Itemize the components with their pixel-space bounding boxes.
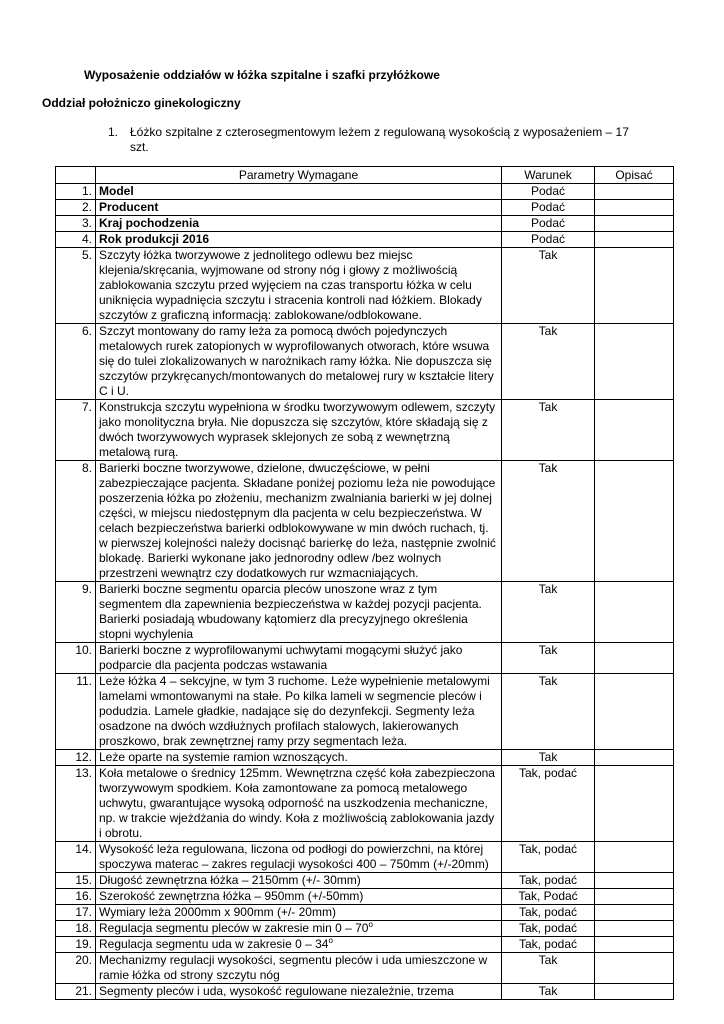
row-parameter-text: Segmenty pleców i uda, wysokość regulowane niezależnie, trzema	[99, 984, 454, 998]
row-parameter	[96, 200, 502, 216]
row-parameter	[96, 873, 502, 889]
row-describe[interactable]	[595, 324, 674, 400]
header-parameters: Parametry Wymagane	[96, 167, 502, 184]
table-row	[56, 400, 674, 461]
row-parameter-text: Regulacja segmentu uda w zakresie 0 – 34	[99, 937, 329, 951]
table-row	[56, 766, 674, 842]
row-describe[interactable]	[595, 643, 674, 674]
row-condition: Tak, podać	[502, 766, 595, 842]
row-parameter	[96, 461, 502, 582]
row-describe[interactable]	[595, 400, 674, 461]
row-describe[interactable]	[595, 984, 674, 1000]
row-describe[interactable]	[595, 842, 674, 873]
row-condition: Tak, podać	[502, 921, 595, 937]
row-number: 21.	[56, 984, 96, 1000]
row-condition: Tak	[502, 461, 595, 582]
row-parameter-text: Model	[99, 184, 134, 198]
row-parameter-text: Rok produkcji 2016	[99, 232, 210, 246]
row-number: 8.	[56, 461, 96, 582]
row-number: 17.	[56, 905, 96, 921]
row-describe[interactable]	[595, 674, 674, 750]
row-condition: Tak, podać	[502, 937, 595, 953]
table-row	[56, 324, 674, 400]
table-row	[56, 842, 674, 873]
row-parameter	[96, 674, 502, 750]
row-parameter	[96, 842, 502, 873]
row-number: 18.	[56, 921, 96, 937]
row-parameter-text: Kraj pochodzenia	[99, 216, 200, 230]
row-number: 20.	[56, 953, 96, 984]
row-parameter	[96, 248, 502, 324]
row-describe[interactable]	[595, 582, 674, 643]
row-number: 16.	[56, 889, 96, 905]
row-parameter-text: Długość zewnętrzna łóżka – 2150mm (+/- 30mm)	[99, 873, 361, 887]
row-parameter-text: Barierki boczne z wyprofilowanymi uchwytami mogącymi służyć jako podparcie dla pacjenta podczas wstawania	[99, 643, 463, 672]
row-parameter	[96, 184, 502, 200]
row-parameter-text: Szczyt montowany do ramy leża za pomocą dwóch pojedynczych metalowych rurek zatopionych w wyprofilowanych otworach, które wsuwa się do tulei zlokalizowanych w narożnikach ramy łóżka. Nie dopuszcza się szczytów przykręcanych/montowanych do metalowej rury w kształcie litery C i U.	[99, 324, 494, 398]
row-parameter	[96, 643, 502, 674]
row-parameter	[96, 750, 502, 766]
row-condition: Tak, podać	[502, 873, 595, 889]
item-text: Łóżko szpitalne z czterosegmentowym leżem z regulowaną wysokością z wyposażeniem – 17 szt.	[130, 125, 629, 154]
row-describe[interactable]	[595, 766, 674, 842]
row-parameter	[96, 905, 502, 921]
row-condition: Podać	[502, 200, 595, 216]
row-number: 13.	[56, 766, 96, 842]
row-condition: Podać	[502, 232, 595, 248]
row-parameter-text: Leże łóżka 4 – sekcyjne, w tym 3 ruchome. Leże wypełnienie metalowymi lamelami wmontowanymi na stałe. Po kilka lameli w segmencie pleców i podudzia. Lamele gładkie, nadające się do dezynfekcji. Segmenty leża osadzone na dwóch wzdłużnych profilach stalowych, lakierowanych proszkowo, brak zewnętrznej ramy przy segmentach leża.	[99, 674, 490, 748]
row-condition: Tak	[502, 582, 595, 643]
row-describe[interactable]	[595, 461, 674, 582]
table-row	[56, 461, 674, 582]
row-describe[interactable]	[595, 905, 674, 921]
row-condition: Podać	[502, 184, 595, 200]
degree-sup: o	[368, 920, 373, 929]
row-parameter	[96, 582, 502, 643]
row-parameter	[96, 216, 502, 232]
row-number: 1.	[56, 184, 96, 200]
table-row	[56, 643, 674, 674]
row-parameter	[96, 937, 502, 953]
row-parameter	[96, 953, 502, 984]
row-describe[interactable]	[595, 937, 674, 953]
row-condition: Tak, Podać	[502, 889, 595, 905]
row-parameter	[96, 766, 502, 842]
degree-sup: o	[328, 936, 333, 945]
row-number: 10.	[56, 643, 96, 674]
row-describe[interactable]	[595, 889, 674, 905]
row-describe[interactable]	[595, 873, 674, 889]
row-number: 14.	[56, 842, 96, 873]
row-number: 3.	[56, 216, 96, 232]
row-number: 11.	[56, 674, 96, 750]
row-condition: Tak	[502, 324, 595, 400]
table-header-row	[56, 167, 674, 184]
row-parameter-text: Producent	[99, 200, 159, 214]
table-row	[56, 232, 674, 248]
row-parameter-text: Wysokość leża regulowana, liczona od podłogi do powierzchni, na której spoczywa materac – zakres regulacji wysokości 400 – 750mm (+/-20mm)	[99, 842, 489, 871]
row-parameter	[96, 324, 502, 400]
row-describe[interactable]	[595, 216, 674, 232]
row-condition: Tak	[502, 984, 595, 1000]
row-number: 2.	[56, 200, 96, 216]
table-row	[56, 889, 674, 905]
table-row	[56, 921, 674, 937]
item-number: 1.	[108, 125, 119, 139]
table-row	[56, 200, 674, 216]
header-number	[56, 167, 96, 184]
row-number: 9.	[56, 582, 96, 643]
row-number: 4.	[56, 232, 96, 248]
table-row	[56, 582, 674, 643]
row-parameter-text: Szczyty łóżka tworzywowe z jednolitego odlewu bez miejsc klejenia/skręcania, wyjmowane od strony nóg i głowy z możliwością zablokowania szczytu przed wyjęciem na czas transportu łóżka w celu uniknięcia wypadnięcia szczytu i stracenia kontroli nad łóżkiem. Blokady szczytów z graficzną informacją: zablokowane/odblokowane.	[99, 248, 482, 322]
row-describe[interactable]	[595, 184, 674, 200]
row-parameter-text: Barierki boczne segmentu oparcia pleców unoszone wraz z tym segmentem dla zapewnienia bezpieczeństwa w każdej pozycji pacjenta. Barierki posiadają wbudowany kątomierz dla precyzyjnego określenia stopni wychylenia	[99, 582, 482, 641]
section-heading: Oddział położniczo ginekologiczny	[42, 96, 241, 110]
spec-table	[55, 166, 674, 1000]
table-row	[56, 750, 674, 766]
row-parameter	[96, 232, 502, 248]
row-describe[interactable]	[595, 921, 674, 937]
row-condition: Tak, podać	[502, 905, 595, 921]
row-parameter	[96, 921, 502, 937]
row-number: 6.	[56, 324, 96, 400]
row-condition: Tak	[502, 750, 595, 766]
row-condition: Tak	[502, 674, 595, 750]
row-parameter-text: Szerokość zewnętrzna łóżka – 950mm (+/-50mm)	[99, 889, 364, 903]
row-parameter	[96, 984, 502, 1000]
table-row	[56, 873, 674, 889]
table-row	[56, 937, 674, 953]
row-number: 7.	[56, 400, 96, 461]
row-parameter-text: Barierki boczne tworzywowe, dzielone, dwuczęściowe, w pełni zabezpieczające pacjenta. Składane poniżej poziomu leża nie powodujące poszerzenia łóżka po złożeniu, mechanizm zwalniania barierki w jej dolnej części, w miejscu niedostępnym dla pacjenta w celu bezpieczeństwa. W celach bezpieczeństwa barierki odblokowywane w min dwóch ruchach, tj. w pierwszej kolejności należy docisnąć barierkę do leża, następnie zwolnić blokadę. Barierki wykonane jako jednorodny odlew /bez wolnych przestrzeni wewnątrz czy dodatkowych rur wzmacniających.	[99, 461, 496, 580]
table-row	[56, 674, 674, 750]
table-row	[56, 984, 674, 1000]
table-row	[56, 248, 674, 324]
row-condition: Tak	[502, 643, 595, 674]
row-condition: Tak, podać	[502, 842, 595, 873]
row-number: 5.	[56, 248, 96, 324]
row-parameter-text: Koła metalowe o średnicy 125mm. Wewnętrzna część koła zabezpieczona tworzywowym spodkiem. Koła zamontowane za pomocą metalowego uchwytu, gwarantujące wysoką odporność na uszkodzenia mechaniczne, np. w trakcie wjeżdżania do windy. Koła z możliwością zablokowania jazdy i obrotu.	[99, 766, 495, 840]
row-condition: Tak	[502, 953, 595, 984]
table-row	[56, 905, 674, 921]
header-describe: Opisać	[595, 167, 674, 184]
row-condition: Tak	[502, 400, 595, 461]
row-parameter	[96, 889, 502, 905]
document-title: Wyposażenie oddziałów w łóżka szpitalne i szafki przyłóżkowe	[84, 68, 440, 82]
row-condition: Tak	[502, 248, 595, 324]
row-number: 15.	[56, 873, 96, 889]
row-describe[interactable]	[595, 248, 674, 324]
row-describe[interactable]	[595, 953, 674, 984]
table-row	[56, 953, 674, 984]
table-row	[56, 184, 674, 200]
row-describe[interactable]	[595, 200, 674, 216]
row-parameter-text: Mechanizmy regulacji wysokości, segmentu pleców i uda umieszczone w ramie łóżka od strony szczytu nóg	[99, 953, 488, 982]
header-condition: Warunek	[502, 167, 595, 184]
row-describe[interactable]	[595, 232, 674, 248]
table-row	[56, 216, 674, 232]
row-parameter-text: Konstrukcja szczytu wypełniona w środku tworzywowym odlewem, szczyty jako monolityczna bryła. Nie dopuszcza się szczytów, które składają się z dwóch tworzywowych wyprasek sklejonych ze sobą z wewnętrzną metalową rurą.	[99, 400, 496, 459]
row-parameter-text: Leże oparte na systemie ramion wznoszących.	[99, 750, 348, 764]
row-condition: Podać	[502, 216, 595, 232]
row-parameter-text: Wymiary leża 2000mm x 900mm (+/- 20mm)	[99, 905, 336, 919]
row-number: 12.	[56, 750, 96, 766]
row-parameter	[96, 400, 502, 461]
item-description	[108, 125, 648, 155]
row-number: 19.	[56, 937, 96, 953]
row-parameter-text: Regulacja segmentu pleców w zakresie min 0 – 70	[99, 921, 369, 935]
row-describe[interactable]	[595, 750, 674, 766]
